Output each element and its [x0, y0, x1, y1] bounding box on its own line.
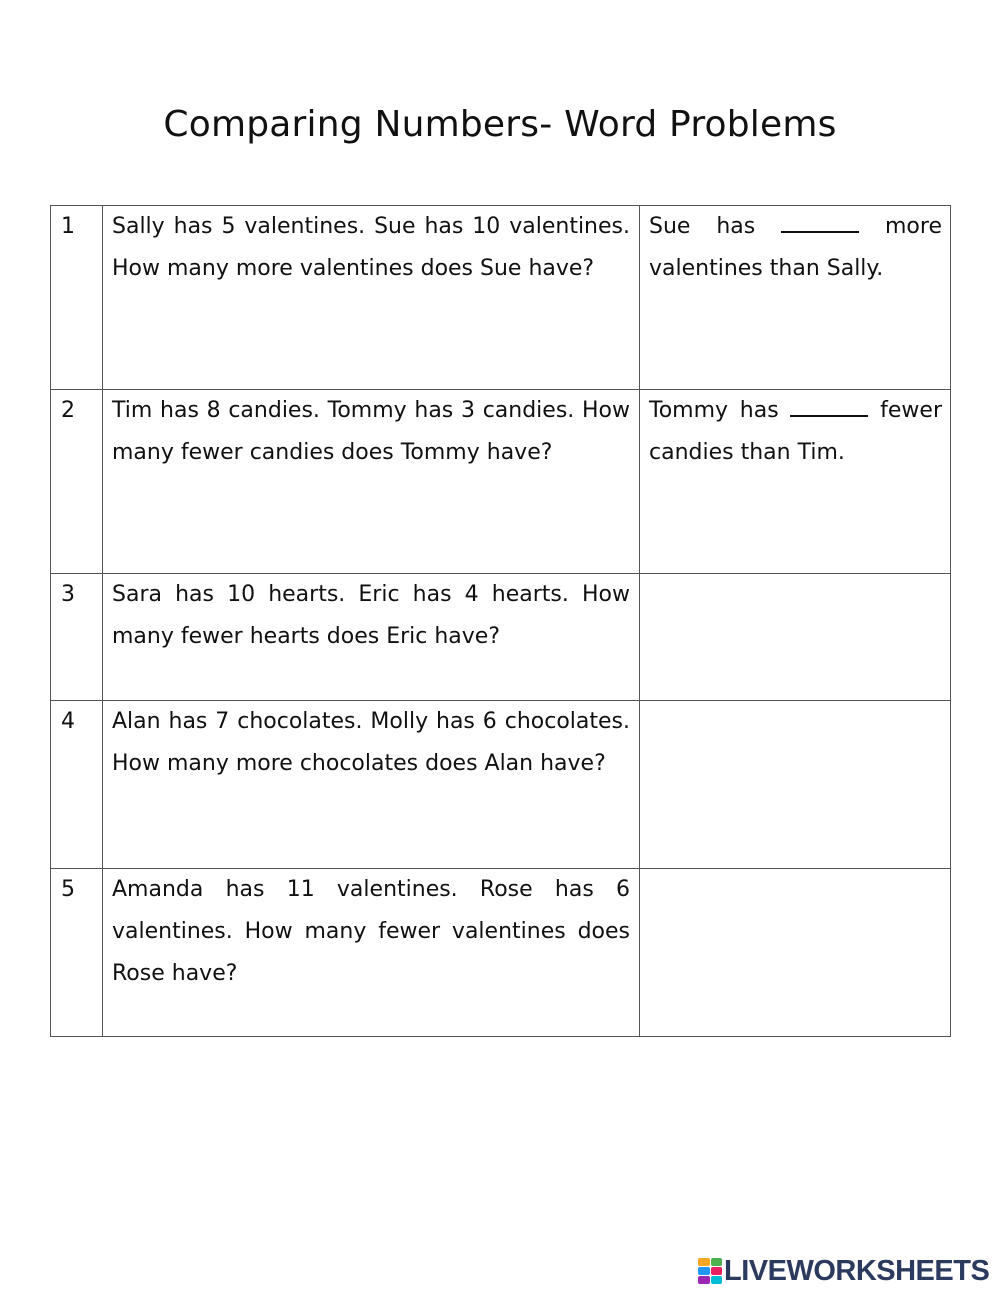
answer-blank-input[interactable] — [790, 391, 868, 417]
question-cell — [103, 574, 640, 701]
problem-number: 4 — [61, 709, 75, 734]
logo-block — [711, 1267, 723, 1275]
logo-block — [698, 1276, 710, 1284]
table-row — [51, 390, 951, 574]
answer-cell — [640, 206, 951, 390]
answer-cell-empty[interactable] — [640, 701, 951, 869]
question-cell — [103, 869, 640, 1037]
question-text: Amanda has 11 valentines. Rose has 6 valentines. How many fewer valentines does Rose have? — [112, 877, 630, 986]
problem-number: 3 — [61, 582, 75, 607]
problem-number-cell — [51, 869, 103, 1037]
answer-sentence — [640, 206, 950, 290]
answer-cell — [640, 390, 951, 574]
answer-prefix: Tommy has — [649, 398, 779, 423]
problem-number: 5 — [61, 877, 75, 902]
question-text: Tim has 8 candies. Tommy has 3 candies. How many fewer candies does Tommy have? — [112, 398, 630, 465]
answer-prefix: Sue has — [649, 214, 756, 239]
problem-number: 1 — [61, 214, 75, 239]
brand-name: LIVEWORKSHEETS — [724, 1254, 990, 1287]
question-text: Sally has 5 valentines. Sue has 10 valentines. How many more valentines does Sue have? — [112, 214, 630, 281]
logo-block — [711, 1276, 723, 1284]
table-row — [51, 869, 951, 1037]
problem-number: 2 — [61, 398, 75, 423]
answer-cell-empty[interactable] — [640, 869, 951, 1037]
problem-number-cell — [51, 206, 103, 390]
problems-table — [50, 205, 951, 1037]
problem-number-cell — [51, 574, 103, 701]
question-cell — [103, 390, 640, 574]
logo-block — [711, 1258, 723, 1266]
answer-sentence — [640, 390, 950, 474]
liveworksheets-logo-icon — [698, 1258, 722, 1284]
answer-blank-input[interactable] — [781, 207, 859, 233]
answer-suffix: more valentines than Sally. — [649, 214, 942, 281]
page-title: Comparing Numbers- Word Problems — [163, 104, 837, 145]
problem-number-cell — [51, 390, 103, 574]
problem-number-cell — [51, 701, 103, 869]
table-row — [51, 574, 951, 701]
table-row — [51, 206, 951, 390]
question-cell — [103, 206, 640, 390]
logo-block — [698, 1267, 710, 1275]
question-text: Sara has 10 hearts. Eric has 4 hearts. How many fewer hearts does Eric have? — [112, 582, 630, 649]
answer-suffix: fewer candies than Tim. — [649, 398, 942, 465]
table-row — [51, 701, 951, 869]
answer-cell-empty[interactable] — [640, 574, 951, 701]
question-text: Alan has 7 chocolates. Molly has 6 chocolates. How many more chocolates does Alan have? — [112, 709, 630, 776]
liveworksheets-brand — [698, 1256, 989, 1286]
logo-block — [698, 1258, 710, 1266]
question-cell — [103, 701, 640, 869]
